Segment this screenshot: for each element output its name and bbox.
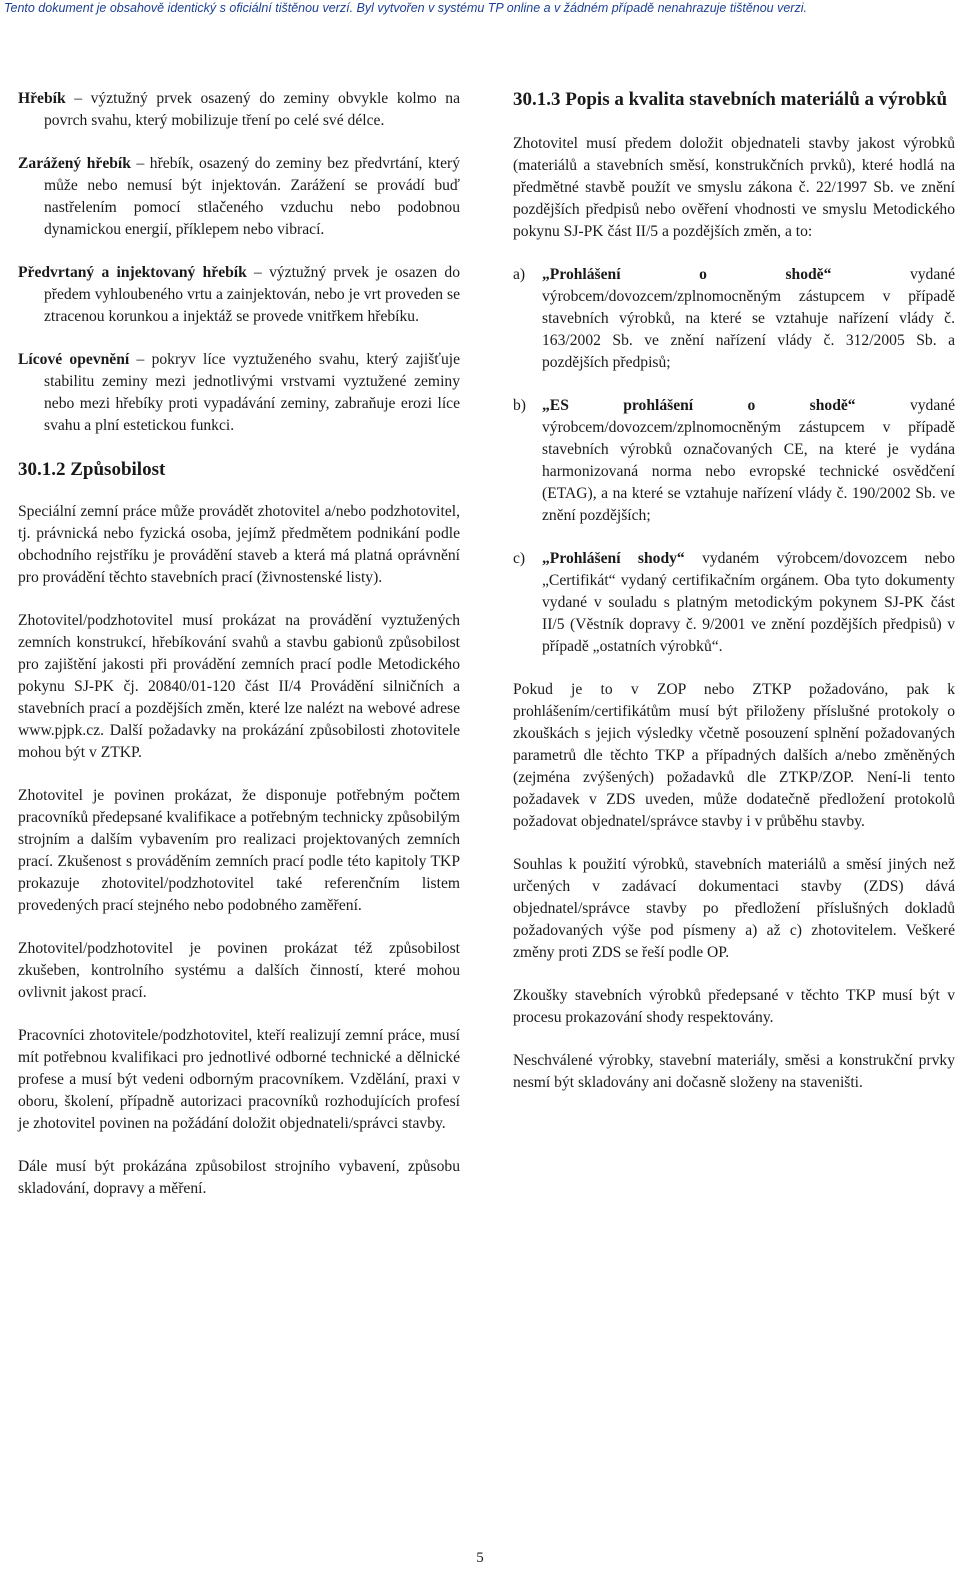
section-heading-zpusobilost: 30.1.2 Způsobilost	[18, 459, 166, 480]
list-item-text: vydaném výrobcem/dovozcem nebo „Certifikát“ vydaný certifikačním orgánem. Oba tyto dokumenty vydané v souladu s platným metodickým pokynem SJ-PK část II/5 (Věstník dopravy č. 9/2001 ve znění pozdějších předpisů) v případě „ostatních výrobků“.	[542, 550, 955, 655]
definition-term: Lícové opevnění	[18, 351, 130, 368]
paragraph: Zhotovitel/podzhotovitel musí prokázat na provádění vyztužených zemních konstrukcí, hřebíkování svahů a stavbu gabionů způsobilost pro zajištění jakosti při provádění zemních prací podle Metodického pokynu SJ-PK čj. 20840/01-120 část II/4 Provádění silničních a stavebních prací a pozdějších změn, které lze nalézt na webové adrese www.pjpk.cz. Další požadavky na prokázání způsobilosti zhotovitele mohou být v ZTKP.	[18, 612, 460, 761]
definition-zarazeny-hrebik	[18, 153, 460, 241]
disclaimer-banner: Tento dokument je obsahově identický s oficiální tištěnou verzí. Byl vytvořen v systému TP online a v žádném případě nenahrazuje tištěnou verzi.	[0, 0, 960, 18]
definition-text: – hřebík, osazený do zeminy bez předvrtání, který může nebo nemusí být injektován. Zarážení se provádí buď nastřelením pomocí stlačeného vzduchu nebo podobnou dynamickou energií, příklepem nebo vibrací.	[44, 155, 461, 238]
paragraph: Pokud je to v ZOP nebo ZTKP požadováno, pak k prohlášením/certifikátům musí být přiloženy příslušné protokoly o zkouškách s jejich výsledky včetně posouzení splnění požadovaných parametrů dle těchto TKP a případných dalších a/nebo změněných (zejména zvýšených) požadavků dle ZTKP/ZOP. Není-li tento požadavek v ZDS uveden, může dodatečně předložení protokolů požadovat objednatel/správce stavby i v průběhu stavby.	[513, 681, 955, 830]
definition-term: Hřebík	[18, 90, 66, 107]
list-item-term: „Prohlášení shody“	[542, 550, 685, 567]
list-item-label: b)	[513, 397, 526, 414]
definition-term: Zarážený hřebík	[18, 155, 131, 172]
list-item-term: „ES prohlášení o shodě“	[542, 397, 856, 414]
list-item-term: „Prohlášení o shodě“	[542, 266, 832, 283]
list-item	[513, 264, 955, 374]
paragraph: Dále musí být prokázána způsobilost strojního vybavení, způsobu skladování, dopravy a měření.	[18, 1158, 460, 1197]
definition-predvrtany-hrebik	[18, 262, 460, 328]
paragraph: Speciální zemní práce může provádět zhotovitel a/nebo podzhotovitel, tj. právnická nebo fyzická osoba, jejímž předmětem podnikání podle obchodního rejstříku je provádění staveb a která má platná oprávnění pro provádění těchto stavebních prací (živnostenské listy).	[18, 503, 460, 586]
list-item	[513, 548, 955, 658]
page-number: 5	[476, 1550, 484, 1566]
left-column	[18, 88, 460, 1221]
list-item-text: vydané výrobcem/dovozcem/zplnomocněným zástupcem v případě stavebních výrobků označovaných CE, na které je vydána harmonizovaná norma nebo evropské technické osvědčení (ETAG), a na které se vztahuje nařízení vlády č. 190/2002 Sb. ve znění pozdějších;	[542, 397, 955, 524]
paragraph: Zhotovitel je povinen prokázat, že disponuje potřebným počtem pracovníků předepsané kvalifikace a potřebným technicky způsobilým strojním a dalším vybavením pro realizaci projektovaných zemních prací. Zkušenost s prováděním zemních prací podle této kapitoly TKP prokazuje zhotovitel/podzhotovitel také referenčním listem provedených prací stejného nebo podobného zaměření.	[18, 787, 460, 914]
paragraph: Souhlas k použití výrobků, stavebních materiálů a směsí jiných než určených v zadávací dokumentaci stavby (ZDS) dává objednatel/správce stavby po předložení příslušných dokladů požadovaných výše pod písmeny a) až c) zhotovitelem. Veškeré změny proti ZDS se řeší podle OP.	[513, 856, 955, 961]
section-heading-popis-kvalita: 30.1.3 Popis a kvalita stavebních materiálů a výrobků	[513, 89, 948, 110]
paragraph: Pracovníci zhotovitele/podzhotovitel, kteří realizují zemní práce, musí mít potřebnou kvalifikaci pro jednotlivé odborné technické a dělnické profese a musí být vedeni odborným pracovníkem. Vzdělání, praxi v oboru, školení, případně autorizaci pracovníků rozhodujících profesí je zhotovitel povinen na požádání doložit objednateli/správci stavby.	[18, 1027, 460, 1132]
list-item	[513, 395, 955, 527]
definition-text: – výztužný prvek je osazen do předem vyhloubeného vrtu a zainjektován, nebo je vrt proveden se ztracenou korunkou a injektáž se provede vnitřkem hřebíku.	[44, 264, 461, 325]
paragraph: Zhotovitel/podzhotovitel je povinen prokázat též způsobilost zkušeben, kontrolního systému a dalších činností, které mohou ovlivnit jakost prací.	[18, 940, 460, 1001]
right-column	[513, 88, 955, 1115]
paragraph: Neschválené výrobky, stavební materiály, směsi a konstrukční prvky nesmí být skladovány ani dočasně složeny na staveništi.	[513, 1052, 955, 1091]
list-item-label: a)	[513, 266, 526, 283]
list-item-label: c)	[513, 550, 526, 567]
list-item-text: vydané výrobcem/dovozcem/zplnomocněným zástupcem v případě stavebních výrobků, na které se vztahuje nařízení vlády č. 163/2002 Sb. ve znění nařízení vlády č. 312/2005 Sb. a pozdějších předpisů;	[542, 266, 955, 371]
definition-text: – pokryv líce vyztuženého svahu, který zajišťuje stabilitu zeminy mezi jednotlivými vrstvami vyztužené zeminy nebo mezi hřebíky proti vypadávání zeminy, zabraňuje erozi líce svahu a plní estetickou funkci.	[44, 351, 460, 434]
definition-licove-opevneni	[18, 349, 460, 437]
paragraph: Zkoušky stavebních výrobků předepsané v těchto TKP musí být v procesu prokazování shody respektovány.	[513, 987, 955, 1026]
definition-text: – výztužný prvek osazený do zeminy obvykle kolmo na povrch svahu, který mobilizuje tření po celé své délce.	[44, 90, 460, 129]
paragraph: Zhotovitel musí předem doložit objednateli stavby jakost výrobků (materiálů a stavebních směsí, konstrukčních prvků), které hodlá na předmětné stavbě použít ve smyslu zákona č. 22/1997 Sb. ve znění pozdějších předpisů nebo ověření vhodnosti ve smyslu Metodického pokynu SJ-PK část II/5 a pozdějších změn, a to:	[513, 135, 955, 240]
definition-hrebik	[18, 88, 460, 132]
definition-term: Předvrtaný a injektovaný hřebík	[18, 264, 247, 281]
